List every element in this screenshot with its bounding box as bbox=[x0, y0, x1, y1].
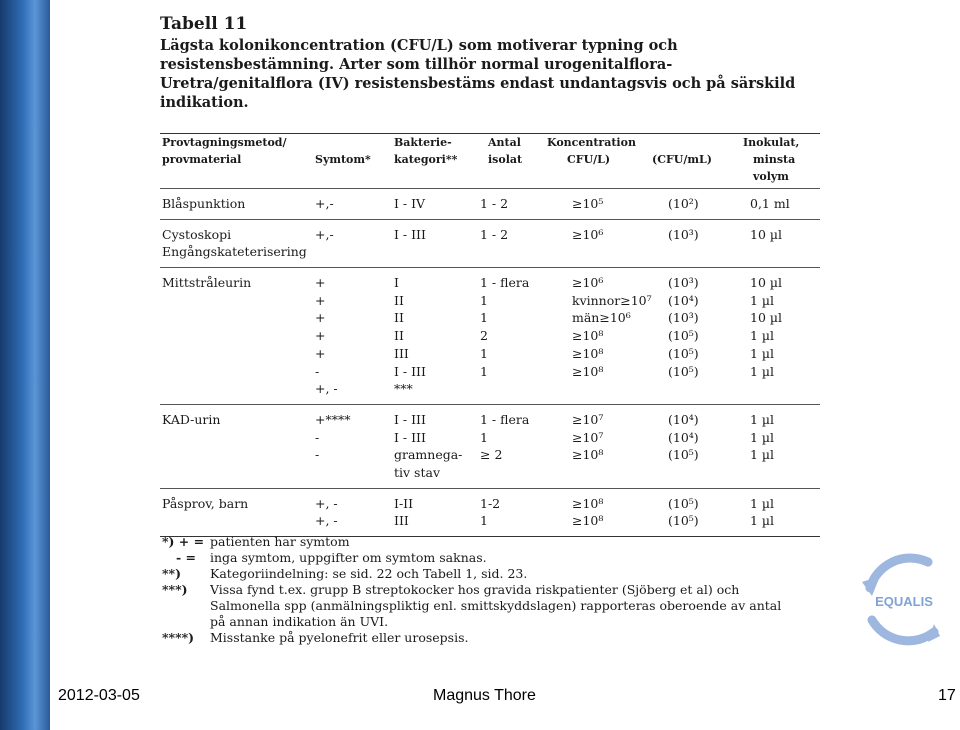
footnote-row: på annan indikation än UVI. bbox=[210, 614, 389, 629]
cell-inoculum: 1 µl bbox=[750, 447, 775, 463]
cell-symptom: - bbox=[315, 447, 320, 463]
table-group bbox=[160, 268, 820, 404]
cell-method: KAD-urin bbox=[162, 411, 221, 427]
cell-isolates: 1 - 2 bbox=[480, 196, 509, 211]
cell-concentration: ≥10⁸ bbox=[572, 328, 604, 344]
cell-concentration-ml: (10³) bbox=[668, 275, 699, 291]
cell-category: II bbox=[394, 292, 404, 308]
cell-concentration-ml: (10³) bbox=[668, 226, 699, 242]
cell-category: I - III bbox=[394, 411, 426, 427]
cell-concentration-ml: (10³) bbox=[668, 310, 699, 326]
cell-category: I - III bbox=[394, 363, 426, 379]
footnote-row: ***) Vissa fynd t.ex. grupp B streptokocker hos gravida riskpatienter (Sjöberg et al) och bbox=[162, 582, 740, 597]
cell-inoculum: 1 µl bbox=[750, 345, 775, 361]
cell-category: II bbox=[394, 328, 404, 344]
concentration-table bbox=[160, 133, 820, 537]
cell-concentration: ≥10⁸ bbox=[572, 363, 604, 379]
cell-isolates: 1 bbox=[480, 429, 488, 445]
cell-category: gramnega- bbox=[394, 447, 463, 463]
cell-inoculum: 1 µl bbox=[750, 411, 775, 427]
table-group bbox=[160, 220, 820, 267]
cell-isolates: 2 bbox=[480, 328, 488, 344]
cell-concentration: ≥10⁸ bbox=[572, 495, 604, 511]
cell-inoculum: 1 µl bbox=[750, 513, 775, 529]
cell-isolates: 1 bbox=[480, 513, 488, 529]
cell-concentration-ml: (10⁵) bbox=[668, 495, 699, 511]
footnote-row: Salmonella spp (anmälningspliktig enl. smittskyddslagen) rapporteras oberoende av antal bbox=[210, 598, 782, 613]
equalis-logo-icon bbox=[858, 548, 950, 652]
cell-concentration-ml: (10⁵) bbox=[668, 328, 699, 344]
cell-symptom: +, - bbox=[315, 381, 338, 397]
cell-concentration: ≥10⁶ bbox=[572, 226, 604, 242]
logo-text: EQUALIS bbox=[875, 594, 933, 609]
cell-concentration: ≥10⁸ bbox=[572, 513, 604, 529]
cell-concentration-ml: (10⁴) bbox=[668, 429, 699, 445]
footer-date: 2012-03-05 bbox=[58, 687, 140, 704]
footnote-row: - = inga symtom, uppgifter om symtom saknas. bbox=[176, 550, 487, 565]
footnotes bbox=[160, 534, 825, 646]
cell-isolates: ≥ 2 bbox=[480, 447, 503, 463]
cell-inoculum: 10 µl bbox=[750, 226, 783, 242]
cell-isolates: 1 bbox=[480, 310, 488, 326]
cell-symptom: + bbox=[315, 275, 326, 291]
cell-concentration: ≥10⁵ bbox=[572, 196, 604, 211]
cell-symptom: - bbox=[315, 363, 320, 379]
cell-symptom: + bbox=[315, 328, 326, 344]
cell-inoculum: 1 µl bbox=[750, 495, 775, 511]
cell-category: I - III bbox=[394, 226, 426, 242]
cell-inoculum: 1 µl bbox=[750, 363, 775, 379]
cell-method: Cystoskopi bbox=[162, 226, 232, 242]
cell-concentration-ml: (10⁵) bbox=[668, 363, 699, 379]
cell-inoculum: 1 µl bbox=[750, 292, 775, 308]
cell-concentration-ml: (10⁵) bbox=[668, 345, 699, 361]
cell-symptom: + bbox=[315, 345, 326, 361]
cell-category: I - III bbox=[394, 429, 426, 445]
table-group bbox=[160, 405, 820, 488]
cell-concentration-ml: (10²) bbox=[668, 196, 699, 211]
table-group bbox=[160, 189, 820, 219]
cell-concentration: kvinnor≥10⁷ bbox=[572, 292, 652, 308]
cell-isolates: 1 - flera bbox=[480, 275, 530, 291]
cell-inoculum: 1 µl bbox=[750, 429, 775, 445]
cell-category: III bbox=[394, 345, 409, 361]
cell-concentration-ml: (10⁴) bbox=[668, 411, 699, 427]
header-concentration-ml: (CFU/mL) bbox=[652, 153, 712, 166]
header-category: Bakterie- kategori** bbox=[394, 136, 458, 166]
left-accent-bar bbox=[0, 0, 50, 730]
cell-inoculum: 10 µl bbox=[750, 275, 783, 291]
cell-concentration-ml: (10⁴) bbox=[668, 292, 699, 308]
footer-author: Magnus Thore bbox=[433, 687, 536, 704]
cell-isolates: 1-2 bbox=[480, 495, 501, 511]
header-isolates: Antal isolat bbox=[488, 136, 523, 166]
table-body bbox=[160, 189, 820, 537]
cell-concentration: män≥10⁶ bbox=[572, 310, 631, 326]
footnote-row: **) Kategoriindelning: se sid. 22 och Tabell 1, sid. 23. bbox=[162, 566, 528, 581]
cell-concentration-ml: (10⁵) bbox=[668, 513, 699, 529]
cell-method: Mittstråleurin bbox=[162, 275, 252, 291]
cell-symptom: +**** bbox=[315, 411, 351, 427]
cell-isolates: 1 bbox=[480, 292, 488, 308]
cell-category: tiv stav bbox=[394, 465, 441, 481]
cell-inoculum: 10 µl bbox=[750, 310, 783, 326]
cell-concentration: ≥10⁸ bbox=[572, 345, 604, 361]
cell-symptom: +, - bbox=[315, 513, 338, 529]
header-method: Provtagningsmetod/ provmaterial bbox=[162, 136, 287, 166]
footnote-row: *) + = patienten har symtom bbox=[162, 534, 350, 549]
cell-method: Påsprov, barn bbox=[162, 495, 249, 511]
cell-category: I-II bbox=[394, 495, 414, 511]
table-title: Tabell 11 bbox=[160, 14, 248, 34]
cell-category: I - IV bbox=[394, 196, 426, 211]
header-inoculum: Inokulat, minsta volym bbox=[743, 136, 800, 183]
cell-isolates: 1 - 2 bbox=[480, 226, 509, 242]
cell-isolates: 1 bbox=[480, 345, 488, 361]
cell-symptom: + bbox=[315, 292, 326, 308]
cell-isolates: 1 bbox=[480, 363, 488, 379]
footnote-row: ****) Misstanke på pyelonefrit eller urosepsis. bbox=[162, 630, 469, 645]
slide-number: 17 bbox=[938, 687, 956, 704]
cell-method: Blåspunktion bbox=[162, 196, 246, 211]
cell-isolates: 1 - flera bbox=[480, 411, 530, 427]
header-symptom: Symtom* bbox=[315, 153, 371, 166]
table-caption: Lägsta kolonikoncentration (CFU/L) som motiverar typning och resistensbestämning. Arter som tillhör normal urogenitalflora-Uretra/genitalflora (IV) resistensbestäms endast undantagsvis och på särskild indikation. bbox=[160, 37, 796, 111]
cell-symptom: +, - bbox=[315, 495, 338, 511]
cell-method: Engångskateterisering bbox=[162, 244, 307, 260]
cell-symptom: - bbox=[315, 429, 320, 445]
document-header bbox=[160, 14, 820, 112]
cell-concentration: ≥10⁶ bbox=[572, 275, 604, 291]
cell-category: I bbox=[394, 275, 399, 291]
cell-inoculum: 0,1 ml bbox=[750, 196, 790, 211]
cell-category: *** bbox=[394, 381, 413, 397]
cell-inoculum: 1 µl bbox=[750, 328, 775, 344]
header-concentration: Koncentration CFU/L) bbox=[547, 136, 636, 166]
cell-category: II bbox=[394, 310, 404, 326]
cell-symptom: +,- bbox=[315, 196, 334, 211]
cell-concentration: ≥10⁷ bbox=[572, 411, 604, 427]
cell-symptom: + bbox=[315, 310, 326, 326]
cell-symptom: +,- bbox=[315, 226, 334, 242]
cell-category: III bbox=[394, 513, 409, 529]
table-group bbox=[160, 489, 820, 536]
equalis-logo bbox=[858, 548, 950, 652]
cell-concentration: ≥10⁸ bbox=[572, 447, 604, 463]
cell-concentration-ml: (10⁵) bbox=[668, 447, 699, 463]
table-header-row bbox=[160, 134, 820, 188]
cell-concentration: ≥10⁷ bbox=[572, 429, 604, 445]
